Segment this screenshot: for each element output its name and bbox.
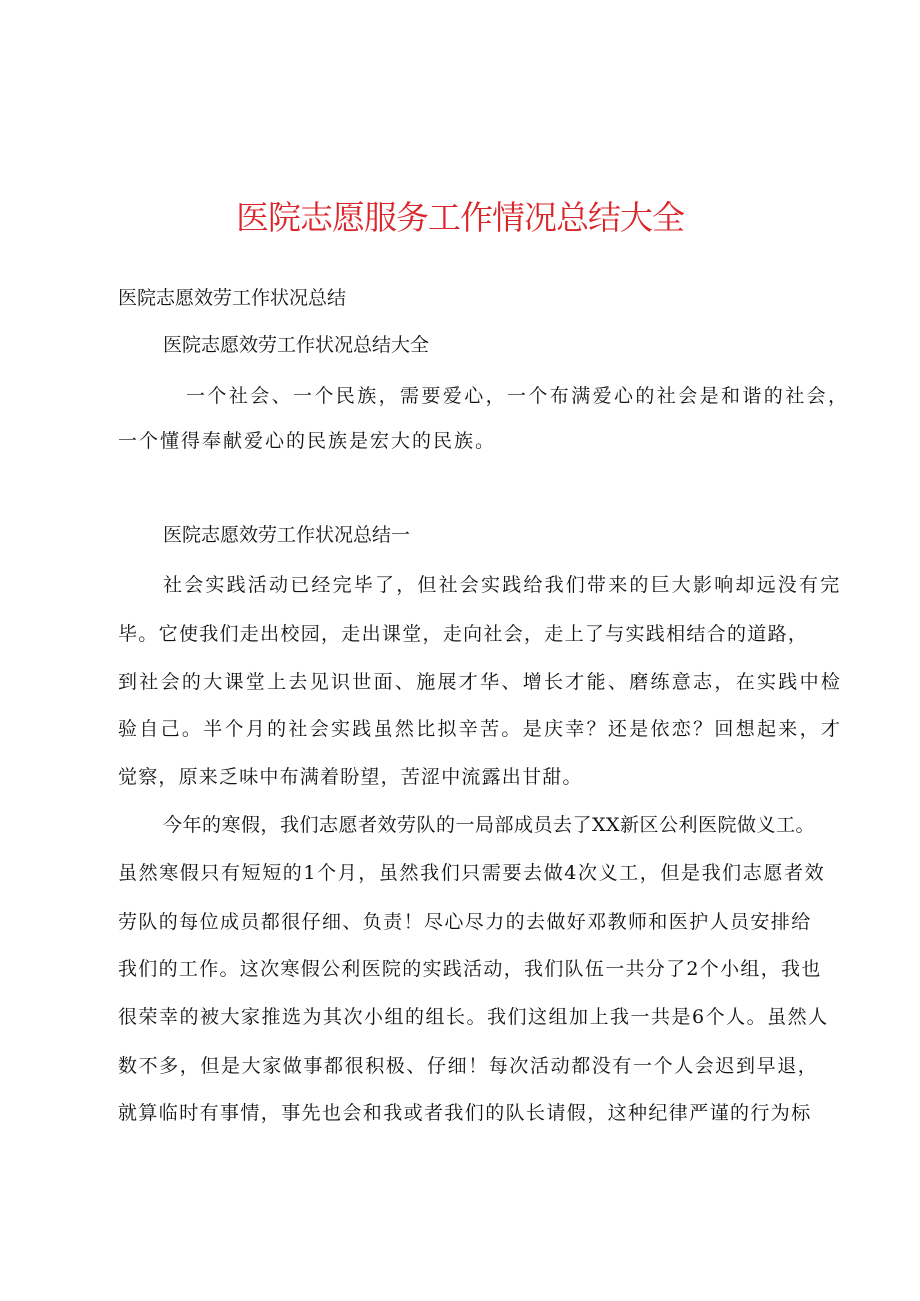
paragraph-2-line: 劳队的每位成员都很仔细、负责！尽心尽力的去做好邓教师和医护人员安排给 bbox=[118, 911, 812, 933]
paragraph-1-line: 毕。它使我们走出校园，走出课堂，走向社会，走上了与实践相结合的道路， bbox=[118, 623, 809, 645]
section-heading-3: 医院志愿效劳工作状况总结一 bbox=[163, 524, 411, 546]
paragraph-1-line: 社会实践活动已经完毕了，但社会实践给我们带来的巨大影响却远没有完 bbox=[163, 574, 842, 596]
intro-line-1: 一个社会、一个民族，需要爱心，一个布满爱心的社会是和谐的社会， bbox=[186, 385, 850, 407]
paragraph-1-line: 觉察，原来乏味中布满着盼望，苦涩中流露出甘甜。 bbox=[118, 766, 583, 788]
intro-line-2: 一个懂得奉献爱心的民族是宏大的民族。 bbox=[118, 430, 497, 452]
document-title: 医院志愿服务工作情况总结大全 bbox=[236, 198, 684, 237]
section-heading-1: 医院志愿效劳工作状况总结 bbox=[118, 287, 347, 309]
paragraph-2-line: 很荣幸的被大家推选为其次小组的组长。我们这组加上我一共是6个人。虽然人 bbox=[118, 1006, 829, 1028]
section-heading-2: 医院志愿效劳工作状况总结大全 bbox=[163, 334, 430, 356]
paragraph-2-line: 数不多，但是大家做事都很积极、仔细！每次活动都没有一个人会迟到早退， bbox=[118, 1055, 819, 1077]
paragraph-2-line: 就算临时有事情，事先也会和我或者我们的队长请假，这种纪律严谨的行为标 bbox=[118, 1102, 812, 1124]
paragraph-2-line: 虽然寒假只有短短的1个月，虽然我们只需要去做4次义工，但是我们志愿者效 bbox=[118, 862, 826, 884]
paragraph-1-line: 验自己。半个月的社会实践虽然比拟辛苦。是庆幸？还是依恋？回想起来，才 bbox=[118, 718, 843, 740]
paragraph-2-line: 我们的工作。这次寒假公利医院的实践活动，我们队伍一共分了2个小组，我也 bbox=[118, 958, 822, 980]
paragraph-1-line: 到社会的大课堂上去见识世面、施展才华、增长才能、磨练意志，在实践中检 bbox=[118, 671, 843, 693]
paragraph-2-line: 今年的寒假，我们志愿者效劳队的一局部成员去了XX新区公利医院做义工。 bbox=[163, 814, 816, 836]
